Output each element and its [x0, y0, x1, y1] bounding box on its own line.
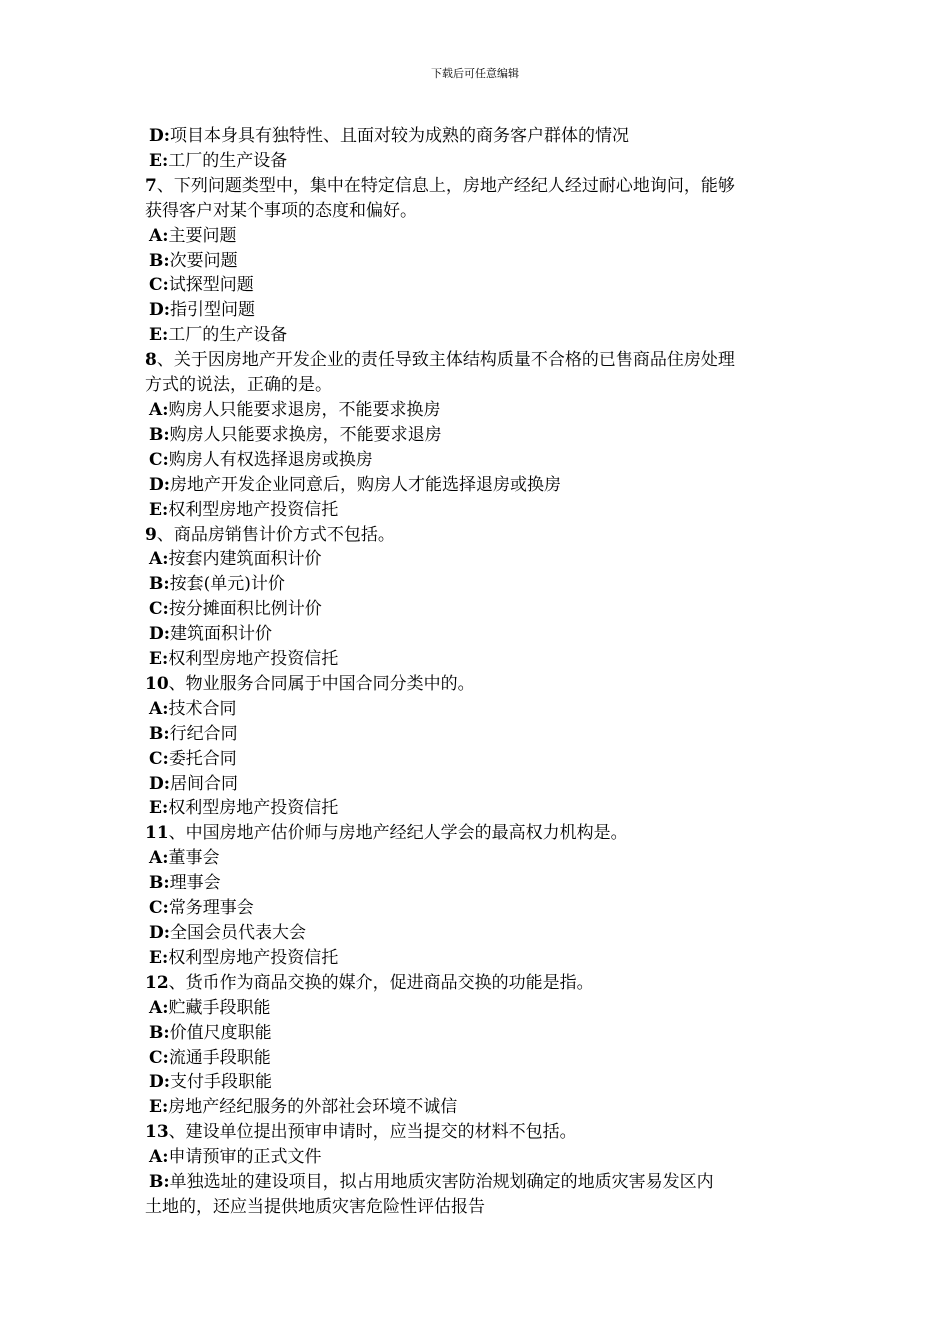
option-text: 权利型房地产投资信托: [168, 798, 339, 819]
option-key: A:: [149, 225, 169, 246]
question-stem: [145, 1120, 810, 1145]
option-key: C:: [149, 1047, 169, 1068]
question-text: 、物业服务合同属于中国合同分类中的。: [168, 673, 475, 694]
question-number: 12: [145, 972, 169, 993]
option-key: B:: [149, 424, 170, 445]
answer-option: [145, 996, 810, 1021]
option-text: 按分摊面积比例计价: [168, 599, 322, 620]
option-key: B:: [149, 873, 170, 894]
answer-option: [145, 149, 810, 174]
question-text: 、关于因房地产开发企业的责任导致主体结构质量不合格的已售商品住房处理: [156, 350, 735, 371]
option-key: A:: [149, 1147, 169, 1168]
question-stem: [145, 523, 810, 548]
answer-option: [145, 572, 810, 597]
answer-option: [145, 871, 810, 896]
option-key: B:: [149, 250, 170, 271]
question-text: 、中国房地产估价师与房地产经纪人学会的最高权力机构是。: [168, 823, 628, 844]
option-key: B:: [149, 574, 170, 595]
option-key: D:: [149, 474, 171, 495]
option-key: E:: [149, 947, 169, 968]
option-text: 权利型房地产投资信托: [168, 649, 339, 670]
answer-option: [145, 1070, 810, 1095]
option-key: D:: [149, 773, 171, 794]
option-key: B:: [149, 1172, 170, 1193]
option-key: A:: [149, 997, 169, 1018]
option-text: 购房人只能要求换房，不能要求退房: [169, 424, 442, 445]
question-stem: [145, 348, 810, 373]
question-text: 、商品房销售计价方式不包括。: [156, 524, 395, 545]
option-key: B:: [149, 1022, 170, 1043]
option-text: 全国会员代表大会: [170, 923, 307, 943]
option-key: A:: [149, 848, 169, 869]
document-body: [145, 124, 810, 1220]
question-number: 10: [145, 673, 169, 694]
option-text: 单独选址的建设项目，拟占用地质灾害防治规划确定的地质灾害易发区内: [169, 1172, 714, 1193]
answer-option: [145, 398, 810, 423]
option-text: 理事会: [169, 873, 221, 894]
answer-option: [145, 473, 810, 498]
option-text: 房地产经纪服务的外部社会环境不诚信: [168, 1097, 458, 1118]
answer-option: [145, 1021, 810, 1046]
option-text: 技术合同: [168, 698, 237, 719]
question-number: 8: [145, 350, 157, 371]
option-text: 试探型问题: [168, 275, 254, 296]
option-text: 贮藏手段职能: [168, 997, 271, 1018]
question-stem: [145, 821, 810, 846]
option-text: 居间合同: [170, 773, 239, 794]
answer-option: [145, 622, 810, 647]
answer-option: [145, 647, 810, 672]
option-text: 申请预审的正式文件: [168, 1147, 322, 1168]
answer-option: [145, 249, 810, 274]
option-key: C:: [149, 898, 169, 919]
option-text: 按套内建筑面积计价: [168, 549, 322, 570]
answer-option: [145, 547, 810, 572]
option-key: E:: [149, 150, 169, 171]
option-key: B:: [149, 723, 170, 744]
question-number: 11: [145, 823, 169, 844]
option-text: 指引型问题: [170, 300, 256, 321]
option-key: C:: [149, 748, 169, 769]
option-text: 建筑面积计价: [170, 624, 273, 645]
answer-option: [145, 796, 810, 821]
answer-option: [145, 846, 810, 871]
answer-option: [145, 273, 810, 298]
answer-option: [145, 772, 810, 797]
answer-option: [145, 597, 810, 622]
question-stem: [145, 971, 810, 996]
option-text: 按套(单元)计价: [169, 574, 285, 595]
option-key: E:: [149, 649, 169, 670]
answer-option: [145, 323, 810, 348]
option-key: D:: [149, 1072, 171, 1093]
option-text: 购房人只能要求退房，不能要求换房: [168, 399, 441, 420]
option-key: C:: [149, 599, 169, 620]
option-key: D:: [149, 624, 171, 645]
answer-option: [145, 1046, 810, 1071]
option-text: 价值尺度职能: [169, 1022, 272, 1043]
answer-option: [145, 124, 810, 149]
option-key: C:: [149, 275, 169, 296]
question-text: 、货币作为商品交换的媒介，促进商品交换的功能是指。: [168, 972, 594, 993]
continuation-text: 土地的，还应当提供地质灾害危险性评估报告: [145, 1196, 485, 1217]
option-text: 房地产开发企业同意后，购房人才能选择退房或换房: [170, 474, 562, 495]
option-text: 次要问题: [169, 250, 238, 271]
option-text: 行纪合同: [169, 723, 238, 744]
question-text: 、下列问题类型中，集中在特定信息上，房地产经纪人经过耐心地询问，能够: [156, 175, 735, 196]
answer-option: [145, 747, 810, 772]
option-key: E:: [149, 1097, 169, 1118]
answer-option: [145, 1170, 810, 1195]
answer-option: [145, 722, 810, 747]
option-text: 常务理事会: [168, 898, 254, 919]
option-key: A:: [149, 549, 169, 570]
answer-option: [145, 1145, 810, 1170]
continuation-text: 方式的说法，正确的是。: [145, 375, 332, 396]
answer-option: [145, 921, 810, 946]
option-text: 主要问题: [168, 225, 237, 246]
answer-option: [145, 298, 810, 323]
question-stem: [145, 672, 810, 697]
question-number: 7: [145, 175, 157, 196]
option-text: 购房人有权选择退房或换房: [168, 449, 373, 470]
answer-option: [145, 896, 810, 921]
question-number: 9: [145, 524, 157, 545]
option-text: 流通手段职能: [168, 1047, 271, 1068]
option-text: 权利型房地产投资信托: [168, 947, 339, 968]
answer-option: [145, 697, 810, 722]
continuation-text: 获得客户对某个事项的态度和偏好。: [145, 200, 417, 221]
option-key: C:: [149, 449, 169, 470]
option-key: E:: [149, 798, 169, 819]
option-key: A:: [149, 698, 169, 719]
question-stem: [145, 174, 810, 199]
option-text: 权利型房地产投资信托: [168, 499, 339, 520]
option-key: E:: [149, 499, 169, 520]
option-text: 董事会: [168, 848, 220, 869]
option-key: D:: [149, 923, 171, 943]
page-header: 下载后可任意编辑: [431, 67, 519, 80]
answer-option: [145, 448, 810, 473]
option-key: D:: [149, 126, 171, 146]
option-text: 项目本身具有独特性、且面对较为成熟的商务客户群体的情况: [170, 126, 630, 146]
option-key: D:: [149, 300, 171, 321]
option-key: A:: [149, 399, 169, 420]
answer-option: [145, 423, 810, 448]
option-text: 工厂的生产设备: [168, 150, 288, 171]
answer-option: [145, 224, 810, 249]
answer-option: [145, 1095, 810, 1120]
question-number: 13: [145, 1122, 169, 1143]
answer-option: [145, 498, 810, 523]
question-text: 、建设单位提出预审申请时，应当提交的材料不包括。: [168, 1122, 577, 1143]
option-text: 工厂的生产设备: [168, 325, 288, 346]
option-text: 支付手段职能: [170, 1072, 273, 1093]
option-key: E:: [149, 325, 169, 346]
option-text: 委托合同: [168, 748, 237, 769]
answer-option: [145, 946, 810, 971]
